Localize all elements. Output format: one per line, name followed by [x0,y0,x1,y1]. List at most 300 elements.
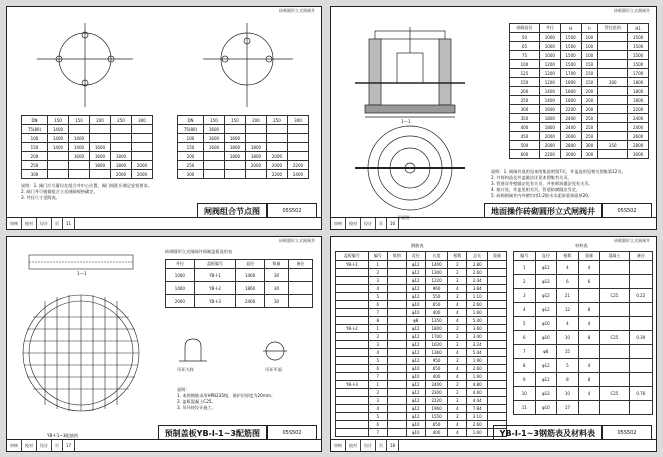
table-row [514,359,653,373]
table-cell: φ12 [406,285,425,293]
table-cell: 8 [368,317,387,325]
table-cell [487,357,506,365]
table-cell: 1350 [425,317,448,325]
table-cell: 5 [368,293,387,301]
table-cell: 300 [598,78,628,87]
table-cell [387,277,406,285]
table-cell: YB-Ⅰ-2 [194,282,235,295]
table-row [510,141,649,150]
table-cell [336,365,369,373]
table-cell: 3000 [628,150,649,159]
table-row [336,285,507,293]
table-cell: 500 [510,141,540,150]
table-cell: 1500 [628,42,649,51]
table-cell: 550 [425,293,448,301]
page-label: 页 [376,440,387,451]
table-cell: 250 [510,96,540,105]
table-cell [336,277,369,285]
table-cell [68,161,89,170]
table-cell: 3.10 [467,413,488,421]
table-cell: 1800 [245,143,266,152]
table-cell [336,301,369,309]
table-cell: 4 [557,317,579,331]
table-cell: 1400 [539,96,560,105]
table-cell [387,301,406,309]
table-cell: 2000 [131,170,152,179]
table-row [510,51,649,60]
table-cell: 1800 [224,152,245,161]
table-cell [387,325,406,333]
table-cell: 1550 [425,413,448,421]
table-cell [336,429,369,437]
table-cell: 2400 [560,114,581,123]
table-cell: φ10 [406,309,425,317]
header-cell: 直径 [236,260,265,269]
table-row [22,170,153,179]
table-cell: 4 [578,387,600,401]
table-cell [487,301,506,309]
table-cell [387,389,406,397]
table-cell: 2.60 [467,269,488,277]
signature-bar: 审核 校对 设计 页 17 [7,439,321,451]
table-row [514,387,653,401]
table-cell [600,373,629,387]
table-cell [629,359,652,373]
table-cell [336,309,369,317]
table-cell: 200 [581,105,598,114]
table-cell [487,309,506,317]
drawing-code: 05S502 [602,203,652,218]
table-cell [600,317,629,331]
drawing-sheet-rebar-table[interactable] [330,236,657,452]
sheet-notes: 说明：1. 阀门应尽量设在组合井中心位置，阀门间距应满足安装要求。 2. 阀门井可根据组合立式闸阀规格确定。 3. 井径尺寸见附表。 [21,183,152,200]
table-cell [487,269,506,277]
table-cell: 10 [557,331,579,345]
table-cell [387,309,406,317]
table-cell [245,170,266,179]
table-cell [487,317,506,325]
table-cell: 2400 [628,114,649,123]
table-cell: 2 [448,277,467,285]
header-cell: 总长 [467,252,488,261]
table-row [510,42,649,51]
table-cell: 3.84 [467,285,488,293]
table-cell: 2000 [266,152,287,161]
table-cell: 1400 [47,125,68,134]
table-cell: 125 [510,69,540,78]
table-cell: 100 [510,60,540,69]
header-cell: 混凝土 [600,252,629,261]
table-cell: φ12 [406,269,425,277]
table-cell [487,413,506,421]
table-cell [629,317,652,331]
table-cell: 2 [448,269,467,277]
table-cell [598,96,628,105]
table-cell: YB-Ⅰ-3 [194,295,235,308]
table-cell: 8 [514,359,536,373]
table-row [178,161,309,170]
table-cell [336,389,369,397]
table-cell [110,143,131,152]
table-cell: 1200 [539,69,560,78]
table-cell [288,269,312,282]
table-cell: 1800 [110,161,131,170]
sheet-title: 预制盖板YB-Ⅰ-1~3配筋图 [158,425,267,440]
table-cell: 6 [557,275,579,289]
table-row [178,143,309,152]
table-cell: 17 [557,401,579,415]
table-cell: 30 [264,295,288,308]
table-cell: 4 [578,261,600,275]
table-row [510,114,649,123]
table-row [510,150,649,159]
table-cell: 1600 [539,105,560,114]
table-header-row [178,116,309,125]
table-cell: 3.60 [467,325,488,333]
table-cell [89,134,110,143]
table-cell [287,125,308,134]
table-cell [598,123,628,132]
table-cell: 4.80 [467,381,488,389]
table-cell: 100 [581,51,598,60]
table-row [22,125,153,134]
table-cell: 200 [581,87,598,96]
table-cell: 15 [557,345,579,359]
table-cell: 250 [581,114,598,123]
table-cell: 4.60 [467,389,488,397]
table-cell: 8 [557,373,579,387]
table-cell [336,357,369,365]
table-row [336,309,507,317]
table-cell: 2000 [166,295,195,308]
table-cell: 1700 [628,69,649,78]
header-cell: 盖板编号 [336,252,369,261]
table-cell [245,125,266,134]
table-cell: 2.60 [467,301,488,309]
table-cell [600,261,629,275]
table-cell [266,143,287,152]
table-cell: 1.90 [467,357,488,365]
table-row [336,269,507,277]
sheet-header: 砖砌圆形立式闸阀井 [279,238,315,243]
table-cell: 2 [448,397,467,405]
table-cell [629,373,652,387]
table-row [336,389,507,397]
header-cell: 150 [224,116,245,125]
table-cell: 4 [448,405,467,413]
header-cell: H [560,24,581,33]
table-cell [288,282,312,295]
table-cell: 10 [514,387,536,401]
table-cell [387,293,406,301]
table-cell: 12 [557,303,579,317]
table-row [336,277,507,285]
table-cell [387,261,406,269]
table-row [166,269,313,282]
table-cell: 1700 [560,69,581,78]
table-cell [578,401,600,415]
table-cell: 2 [448,261,467,269]
table-cell: 75 [510,51,540,60]
table-cell: 4 [514,303,536,317]
sheet-header: 砖砌圆形立式闸阀井 [614,238,650,243]
table-cell: φ10 [406,365,425,373]
table-cell [629,275,652,289]
table-row [22,134,153,143]
table-cell: 1500 [560,60,581,69]
table-row [510,105,649,114]
table-cell [487,381,506,389]
table-cell: φ12 [535,387,557,401]
table-cell: 1000 [166,269,195,282]
table-cell: φ12 [535,359,557,373]
detail-label-ring: 吊环大样 [177,367,194,372]
table-row [336,373,507,381]
table-cell: 1 [514,261,536,275]
table-cell: 100 [581,33,598,42]
table-cell [487,389,506,397]
table-cell: 0.39 [629,331,652,345]
table-cell: 2200 [628,105,649,114]
valve-node-diagrams [7,15,322,115]
table-cell: 5.40 [467,317,488,325]
table-cell: 150 [581,78,598,87]
table-row [510,123,649,132]
header-cell: 根数 [557,252,579,261]
table-cell: 6 [368,365,387,373]
table-cell: 75(80) [178,125,204,134]
table-cell: 6 [368,301,387,309]
header-cell: 250 [110,116,131,125]
table-row [336,413,507,421]
table-cell: 1200 [539,60,560,69]
header-cell: 备注 [629,252,652,261]
table-cell: 3.40 [467,333,488,341]
table-cell: 2 [368,389,387,397]
table-row [336,301,507,309]
table-cell: 1400 [47,143,68,152]
table-cell: 3.24 [467,341,488,349]
table-cell [387,373,406,381]
table-cell: 1.10 [467,293,488,301]
table-cell: 100 [581,42,598,51]
table-cell: 2000 [539,141,560,150]
table-cell: φ10 [535,331,557,345]
table-cell: φ8 [406,317,425,325]
table-cell [68,170,89,179]
table-cell [598,69,628,78]
table-cell: 150 [22,143,48,152]
table-cell: C25 [600,289,629,303]
table-cell [387,413,406,421]
table-row [336,421,507,429]
table-cell [487,365,506,373]
sheet-notes: 说明：1. 闸阀井选用见本图集说明第7页，井盖选用见相关图集第12页。 2. 井筒构造及井盖做法详见本图集有关页。 3. 管道穿井壁做法见有关页，井室砌筑做法见有关页。 4. 接口处，井盖见相关页，管道防腐做法另定。 5. 砖砌闸阀井内外壁均用1:2防水水泥砂浆抹面厚20。 [491,169,626,198]
table-cell: 200 [178,152,204,161]
table-cell: 7 [368,373,387,381]
table-cell: φ10 [406,429,425,437]
header-cell: 150 [68,116,89,125]
table-cell [598,33,628,42]
table-cell: YB-Ⅰ-1 [336,261,369,269]
header-cell: 200 [245,116,266,125]
table-cell [600,303,629,317]
table-cell [224,125,245,134]
table-cell: 1960 [425,405,448,413]
table-cell: 4.44 [467,397,488,405]
table-cell: 1800 [425,325,448,333]
table-cell: φ12 [406,381,425,389]
table-row [336,333,507,341]
table-cell: 3000 [560,150,581,159]
table-cell [266,125,287,134]
table-cell: φ10 [535,317,557,331]
table-cell [245,134,266,143]
table-cell: YB-Ⅰ-2 [336,325,369,333]
table-cell: 3 [514,289,536,303]
table-cell [600,401,629,415]
table-cell [598,51,628,60]
table-cell: 1600 [224,134,245,143]
drawing-sheet-cover-plate[interactable] [6,236,322,452]
table-cell: 1200 [539,78,560,87]
table-cell: 2800 [560,141,581,150]
page-number: 11 [63,218,75,229]
table-header-row [22,116,153,125]
table-cell: 650 [425,421,448,429]
table-cell: φ12 [535,373,557,387]
table-cell [487,373,506,381]
table-cell: φ10 [406,421,425,429]
table-cell: 8 [578,373,600,387]
table-cell: 7 [368,429,387,437]
table-cell: 1620 [425,341,448,349]
table-cell: 4 [448,285,467,293]
table-cell: 4 [448,429,467,437]
table-cell: 2 [448,413,467,421]
header-cell: 150 [47,116,68,125]
table-row [336,317,507,325]
table-cell: 2 [368,333,387,341]
table-cell [203,170,224,179]
header-cell: 闸阀直径 [510,24,540,33]
table-cell: 150 [510,78,540,87]
table-cell [600,345,629,359]
table-cell: 650 [425,365,448,373]
table-row [514,401,653,415]
table-cell: 5 [557,359,579,373]
table-cell: 300 [510,105,540,114]
page-number: 17 [63,440,75,451]
table-cell [387,405,406,413]
table-cell: 100 [22,134,48,143]
table-cell [387,349,406,357]
table-cell: 600 [510,150,540,159]
header-cell: DN [178,116,204,125]
table-row [178,134,309,143]
table-cell: YB-Ⅰ-1 [194,269,235,282]
table-cell: 1460 [236,269,265,282]
table-cell [336,405,369,413]
table-cell: 0.22 [629,289,652,303]
sheet-title: 闸阀组合节点图 [197,203,267,218]
table-row [336,261,507,269]
table-row [510,78,649,87]
table-cell [387,381,406,389]
table-cell: φ12 [406,389,425,397]
table-cell: 1400 [47,134,68,143]
table-row [22,143,153,152]
table-row [336,429,507,437]
table-cell: 6 [514,331,536,345]
table-cell: C25 [600,387,629,401]
table-cell: 6 [578,275,600,289]
table-row [336,365,507,373]
page-label: 页 [52,218,63,229]
left-table-caption: 钢筋表 [411,243,424,248]
table-cell: 400 [425,373,448,381]
table-row [514,373,653,387]
table-cell [487,261,506,269]
table-cell: 2 [448,325,467,333]
table-cell: 1800 [110,152,131,161]
header-cell: 150 [203,116,224,125]
table-cell: 30 [264,282,288,295]
table-cell [487,341,506,349]
well-dimension-table [509,23,649,159]
table-cell: 2.60 [467,365,488,373]
table-row [510,60,649,69]
header-cell: 重量 [487,252,506,261]
table-cell: 4 [448,349,467,357]
table-row [514,331,653,345]
table-cell [629,345,652,359]
sheet-notes: 说明： 1. 本图钢筋采用HPB235级，保护层厚度为20mm。 2. 盖板混凝土C25。 3. 吊环按设计施工。 [177,387,276,410]
header-cell: 根数 [448,252,467,261]
table-cell: 7.84 [467,405,488,413]
table-cell: 2 [514,275,536,289]
signature-bar: 审核 校对 设计 页 18 [331,439,656,451]
table-cell: 4 [448,373,467,381]
header-cell: 重量 [578,252,600,261]
table-row [514,303,653,317]
table-cell: 300 [581,150,598,159]
drawing-sheet-valve-nodes[interactable] [6,6,322,230]
header-cell: 简图 [387,252,406,261]
table-cell [387,285,406,293]
table-cell: φ12 [406,333,425,341]
table-cell: 950 [425,357,448,365]
table-row [336,405,507,413]
table-cell [89,125,110,134]
cover-plate-selection-table [165,259,313,308]
plan-label: YB-Ⅰ-1~3配筋图 [47,433,79,438]
table-cell: 2 [368,269,387,277]
table-cell [336,285,369,293]
table-cell [336,341,369,349]
table-cell: 2300 [425,389,448,397]
table-cell [47,170,68,179]
table-cell: 1400 [68,143,89,152]
drawing-sheet-valve-well[interactable] [330,6,657,230]
table-cell: 960 [425,285,448,293]
table-cell: 8 [578,303,600,317]
table-cell: φ10 [406,301,425,309]
table-cell: 1800 [628,87,649,96]
table-cell: 2 [448,341,467,349]
table-cell [110,125,131,134]
table-cell: 1500 [628,51,649,60]
